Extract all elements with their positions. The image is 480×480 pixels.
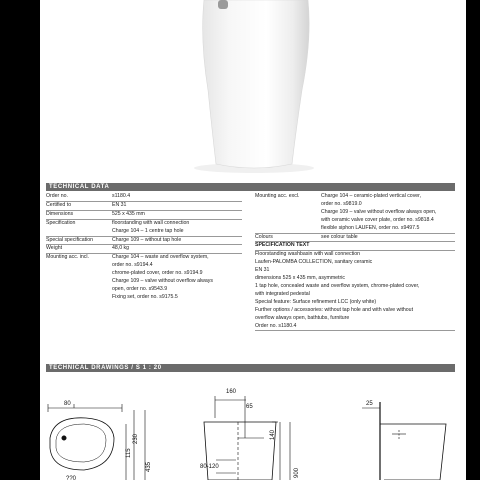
svg-text:25: 25: [366, 401, 373, 407]
table-row: Certified to EN 31: [46, 202, 242, 211]
spec-text-block: Floorstanding washbasin with wall connection Laufen-PALOMBA COLLECTION, sanitary ceramic EN 31 dimensions 525 x 435 mm, asymmetric 1 tap hole, concealed waste and overflow system, chrome-plated cover, with integrated pedestal Special feature: Surface refinement LCC (only white) Further options / accessories: without tap hole and with valve without overflow always open, bathtubs, furniture Order no. s1180.4: [255, 251, 455, 331]
svg-text:900: 900: [294, 467, 300, 478]
svg-text:65: 65: [246, 404, 253, 410]
technical-drawings-header: TECHNICAL DRAWINGS / S 1 : 20: [46, 364, 455, 372]
left-data-table: [46, 193, 242, 302]
product-photo: [40, 0, 466, 178]
table-row: Special specification Charge 109 – without tap hole: [46, 237, 242, 246]
spec-sheet: [40, 0, 466, 480]
table-row: Specification floorstanding with wall connection Charge 104 – 1 centre tap hole: [46, 220, 242, 237]
front-view-drawing: [200, 389, 300, 480]
svg-text:435: 435: [146, 461, 152, 472]
svg-text:160: 160: [226, 389, 237, 395]
table-row: Colours see colour table: [255, 234, 455, 243]
top-view-drawing: [48, 401, 152, 480]
table-row: Mounting acc. excl. Charge 104 – ceramic-plated vertical cover, order no. s9819.0 Charge 109 – valve without overflow always open, with ceramic valve cover plate, order no. s9818.4 flexible siphon LAUFEN, order no. s9497.5: [255, 193, 455, 234]
table-row: Weight 48,0 kg: [46, 245, 242, 254]
spec-text-title: SPECIFICATION TEXT: [255, 242, 455, 251]
svg-text:??0: ??0: [66, 476, 77, 480]
technical-drawings: [40, 378, 466, 480]
svg-text:115: 115: [126, 448, 132, 458]
svg-text:80: 80: [64, 401, 71, 407]
table-row: Order no. s1180.4: [46, 193, 242, 202]
svg-text:230: 230: [133, 433, 139, 444]
table-row: Mounting acc. incl. Charge 104 – waste and overflow system, order no. s9194.4 chrome-plated cover, order no. s9194.9 Charge 109 – valve without overflow always open, order no. s9543.9 Fixing set, order no. s9175.5: [46, 254, 213, 300]
svg-text:140: 140: [270, 429, 276, 440]
side-view-drawing: [362, 401, 446, 480]
tap-icon: [218, 0, 228, 9]
svg-text:80-120: 80-120: [200, 464, 219, 470]
technical-data-header: TECHNICAL DATA: [46, 183, 455, 191]
table-row: Dimensions 525 x 435 mm: [46, 211, 242, 220]
right-data-table: [255, 193, 455, 331]
